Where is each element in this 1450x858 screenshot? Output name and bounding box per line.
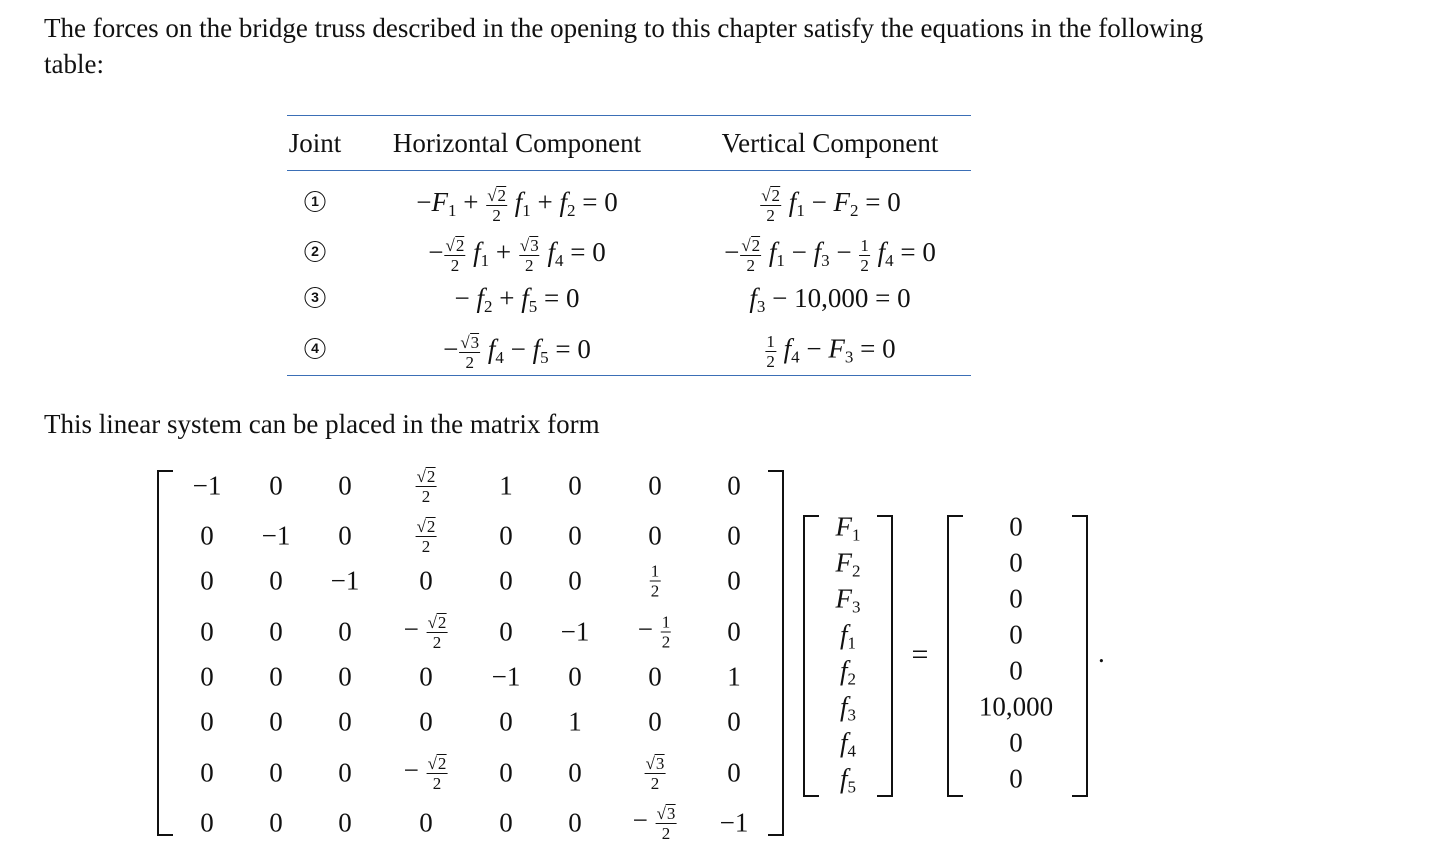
unknown-entry: $F_1$ — [835, 511, 861, 545]
horizontal-eq-2: − $\frac{√2}{2}$ $f_1$ + $\frac{√3}{2}$ $f_4 = 0$ — [428, 236, 606, 275]
matrix-entry: 0 — [200, 565, 214, 596]
matrix-entry: − $\frac{√2}{2}$ — [403, 613, 447, 652]
rhs-entry: 0 — [1009, 583, 1023, 614]
rhs-right-bracket — [1072, 515, 1088, 797]
matrix-entry: 0 — [568, 661, 582, 692]
rhs-entry: 0 — [1009, 655, 1023, 686]
matrix-intro-paragraph: This linear system can be placed in the matrix form — [44, 409, 600, 439]
matrix-entry: −1 — [261, 520, 291, 551]
unknown-entry: $f_5$ — [839, 763, 857, 797]
matrix-entry: 0 — [727, 757, 741, 788]
joint-marker-1: 1 — [305, 191, 326, 212]
table-header-rule — [287, 170, 971, 171]
matrix-entry: 0 — [269, 661, 283, 692]
matrix-entry: 0 — [200, 757, 214, 788]
matrix-entry: −1 — [560, 616, 590, 647]
matrix-entry: −1 — [330, 565, 360, 596]
matrix-entry: 0 — [568, 807, 582, 838]
matrix-entry: 0 — [269, 807, 283, 838]
matrix-entry: − $\frac{√2}{2}$ — [403, 754, 447, 793]
matrix-entry: 0 — [727, 520, 741, 551]
matrix-entry: 0 — [568, 757, 582, 788]
joint-marker-3: 3 — [305, 287, 326, 308]
matrix-entry: 0 — [200, 807, 214, 838]
matrix-entry: 0 — [269, 616, 283, 647]
matrix-entry: − $\frac{1}{2}$ — [637, 612, 671, 652]
matrix-entry: 0 — [648, 470, 662, 501]
rhs-entry: 0 — [1009, 511, 1023, 542]
rhs-entry: 0 — [1009, 619, 1023, 650]
matrix-entry: 0 — [338, 661, 352, 692]
horizontal-eq-3: − $f_2 + f_5 = 0$ — [454, 283, 580, 316]
rhs-entry: 0 — [1009, 547, 1023, 578]
joint-marker-2: 2 — [305, 241, 326, 262]
matrix-entry: 0 — [727, 616, 741, 647]
vertical-eq-2: − $\frac{√2}{2}$ $f_1 - f_3$ − $\frac{1}{2}$ $f_4 = 0$ — [724, 235, 936, 275]
end-period: . — [1098, 638, 1105, 668]
intro-paragraph: The forces on the bridge truss described in the opening to this chapter satisfy the equations in the following table: — [44, 13, 1204, 79]
vertical-eq-3: $f_3 - 10,000 = 0$ — [749, 283, 911, 316]
matrix-entry: 0 — [499, 565, 513, 596]
rhs-entry: 0 — [1009, 763, 1023, 794]
rhs-entry: 10,000 — [978, 691, 1054, 722]
matrix-entry: 0 — [269, 706, 283, 737]
matrix-entry: 0 — [338, 470, 352, 501]
matrix-entry: 0 — [419, 565, 433, 596]
matrix-entry: −1 — [491, 661, 521, 692]
matrix-entry: $\frac{1}{2}$ — [650, 561, 660, 601]
unknown-entry: $F_3$ — [835, 583, 861, 617]
table-bottom-rule — [287, 375, 971, 376]
rhs-entry: 0 — [1009, 727, 1023, 758]
matrix-entry: 0 — [269, 565, 283, 596]
matrix-entry: −1 — [719, 807, 749, 838]
matrix-entry: 0 — [338, 520, 352, 551]
matrix-entry: 0 — [727, 706, 741, 737]
matrix-entry: $\frac{√2}{2}$ — [416, 517, 436, 556]
unknown-entry: $f_3$ — [839, 691, 857, 725]
coeff-matrix-right-bracket — [768, 470, 784, 836]
matrix-entry: −1 — [192, 470, 222, 501]
rhs-left-bracket — [947, 515, 963, 797]
header-horizontal: Horizontal Component — [392, 128, 642, 158]
matrix-entry: 0 — [338, 807, 352, 838]
matrix-entry: 0 — [499, 520, 513, 551]
matrix-entry: 0 — [648, 661, 662, 692]
horizontal-eq-4: − $\frac{√3}{2}$ $f_4 - f_5 = 0$ — [443, 333, 591, 372]
matrix-entry: 0 — [419, 807, 433, 838]
table-top-rule — [287, 115, 971, 116]
matrix-entry: 0 — [568, 470, 582, 501]
matrix-entry: 0 — [200, 520, 214, 551]
matrix-entry: 0 — [338, 757, 352, 788]
unknown-entry: $f_1$ — [839, 619, 857, 653]
matrix-entry: 0 — [338, 616, 352, 647]
unknown-entry: $f_4$ — [839, 727, 857, 761]
unknowns-left-bracket — [803, 515, 819, 797]
matrix-entry: $\frac{√3}{2}$ — [645, 754, 665, 793]
matrix-entry: 0 — [419, 706, 433, 737]
matrix-entry: 1 — [727, 661, 741, 692]
matrix-entry: 0 — [269, 757, 283, 788]
matrix-entry: 0 — [727, 565, 741, 596]
horizontal-eq-1: $-F_1$ + $\frac{√2}{2}$ $f_1 + f_2 = 0$ — [416, 186, 618, 225]
joint-marker-4: 4 — [305, 338, 326, 359]
matrix-entry: 0 — [727, 470, 741, 501]
matrix-entry: 1 — [499, 470, 513, 501]
matrix-entry: 0 — [568, 565, 582, 596]
matrix-entry: 0 — [648, 520, 662, 551]
unknowns-right-bracket — [877, 515, 893, 797]
unknown-entry: $f_2$ — [839, 655, 857, 689]
equals-sign: = — [911, 638, 929, 671]
vertical-eq-1: $\frac{√2}{2}$ $f_1 - F_2 = 0$ — [761, 186, 901, 225]
matrix-entry: 0 — [419, 661, 433, 692]
matrix-entry: 0 — [499, 757, 513, 788]
header-joint: Joint — [288, 128, 342, 158]
vertical-eq-4: $\frac{1}{2}$ $f_4 - F_3 = 0$ — [766, 332, 896, 371]
matrix-entry: 0 — [269, 470, 283, 501]
header-vertical: Vertical Component — [721, 128, 939, 158]
matrix-entry: 1 — [568, 706, 582, 737]
matrix-entry: 0 — [200, 706, 214, 737]
coeff-matrix-left-bracket — [157, 470, 173, 836]
unknown-entry: $F_2$ — [835, 547, 861, 581]
matrix-entry: 0 — [568, 520, 582, 551]
matrix-entry: 0 — [200, 661, 214, 692]
matrix-entry: 0 — [499, 616, 513, 647]
matrix-entry: 0 — [338, 706, 352, 737]
matrix-entry: − $\frac{√3}{2}$ — [632, 804, 676, 843]
matrix-entry: 0 — [200, 616, 214, 647]
matrix-entry: $\frac{√2}{2}$ — [416, 467, 436, 506]
matrix-entry: 0 — [648, 706, 662, 737]
matrix-entry: 0 — [499, 807, 513, 838]
matrix-entry: 0 — [499, 706, 513, 737]
